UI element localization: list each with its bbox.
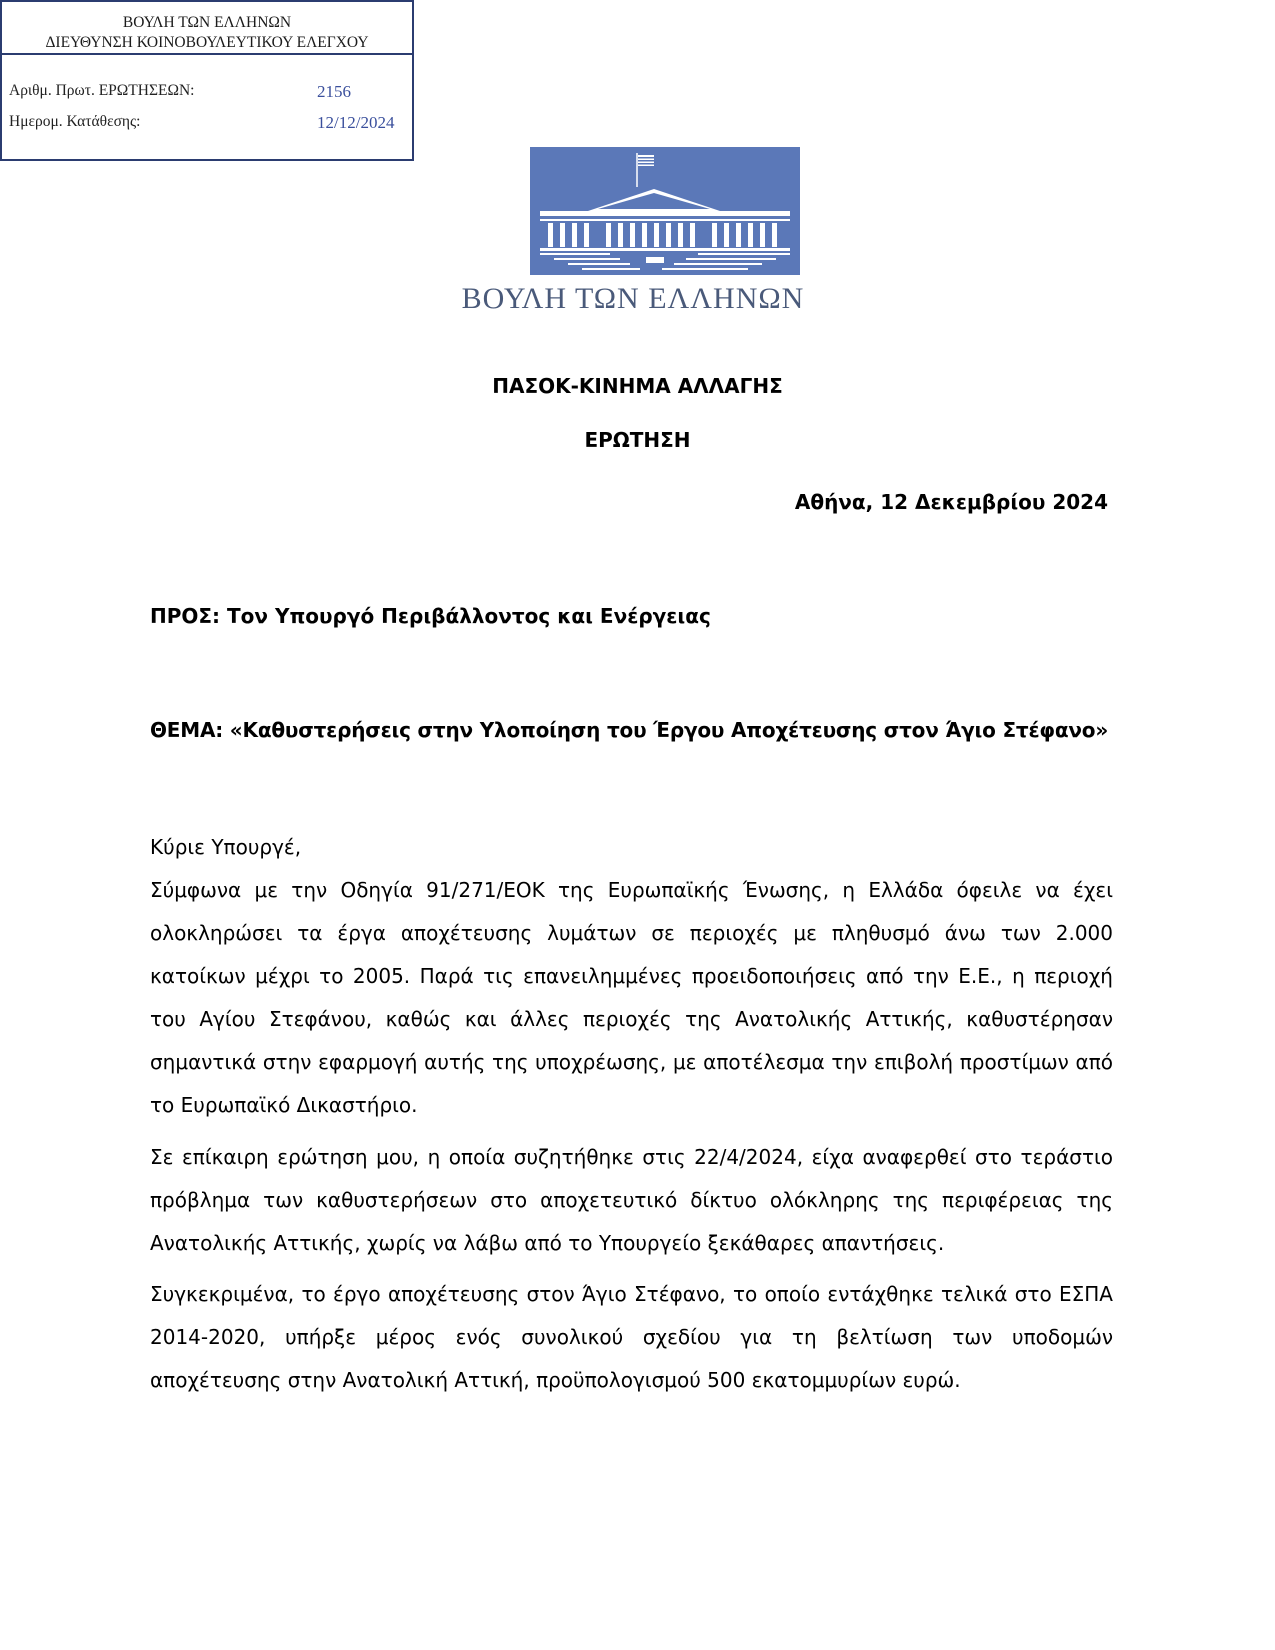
subject-line: ΘΕΜΑ: «Καθυστερήσεις στην Υλοποίηση του Έργου Αποχέτευσης στον Άγιο Στέφανο» (150, 718, 1109, 742)
paragraph-1: Σύμφωνα με την Οδηγία 91/271/ΕΟΚ της Ευρωπαϊκής Ένωσης, η Ελλάδα όφειλε να έχει ολοκληρώσει τα έργα αποχέτευσης λυμάτων σε περιοχές με πληθυσμό άνω των 2.000 κατοίκων μέχρι το 2005. Παρά τις επανειλημμένες προειδοποιήσεις από την Ε.Ε., η περιοχή του Αγίου Στεφάνου, καθώς και άλλες περιοχές της Ανατολικής Αττικής, καθυστέρησαν σημαντικά στην εφαρμογή αυτής της υποχρέωσης, με αποτέλεσμα την επιβολή προστίμων από το Ευρωπαϊκό Δικαστήριο. (150, 878, 1113, 1117)
party-name: ΠΑΣΟΚ-ΚΙΝΗΜΑ ΑΛΛΑΓΗΣ (492, 374, 783, 398)
salutation: Κύριε Υπουργέ, (150, 835, 302, 859)
document-type: ΕΡΩΤΗΣΗ (584, 428, 691, 452)
protocol-label: Αριθμ. Πρωτ. ΕΡΩΤΗΣΕΩΝ: (9, 82, 195, 99)
registry-stamp (0, 0, 414, 161)
parliament-building-icon (458, 147, 808, 277)
date-label: Ημερομ. Κατάθεσης: (9, 113, 141, 130)
paragraph-2: Σε επίκαιρη ερώτηση μου, η οποία συζητήθηκε στις 22/4/2024, είχα αναφερθεί στο τεράστιο πρόβλημα των καθυστερήσεων στο αποχετευτικό δίκτυο ολόκληρης της περιφέρειας της Ανατολικής Αττικής, χωρίς να λάβω από το Υπουργείο ξεκάθαρες απαντήσεις. (150, 1145, 1113, 1255)
stamp-header-line1: ΒΟΥΛΗ ΤΩΝ ΕΛΛΗΝΩΝ (122, 14, 292, 31)
stamp-header (2, 2, 412, 55)
stamp-header-line2: ΔΙΕΥΘΥΝΣΗ ΚΟΙΝΟΒΟΥΛΕΥΤΙΚΟΥ ΕΛΕΓΧΟΥ (45, 34, 369, 51)
parliament-logo (458, 147, 808, 323)
logo-text: ΒΟΥΛΗ ΤΩΝ ΕΛΛΗΝΩΝ (461, 282, 805, 315)
date-value: 12/12/2024 (317, 113, 395, 132)
place-date: Αθήνα, 12 Δεκεμβρίου 2024 (794, 490, 1108, 514)
protocol-value: 2156 (317, 82, 351, 101)
recipient-line: ΠΡΟΣ: Τον Υπουργό Περιβάλλοντος και Ενέργειας (150, 604, 711, 628)
paragraph-3: Συγκεκριμένα, το έργο αποχέτευσης στον Άγιο Στέφανο, το οποίο εντάχθηκε τελικά στο ΕΣΠΑ 2014-2020, υπήρξε μέρος ενός συνολικού σχεδίου για τη βελτίωση των υποδομών αποχέτευσης στην Ανατολική Αττική, προϋπολογισμού 500 εκατομμυρίων ευρώ. (150, 1282, 1113, 1392)
